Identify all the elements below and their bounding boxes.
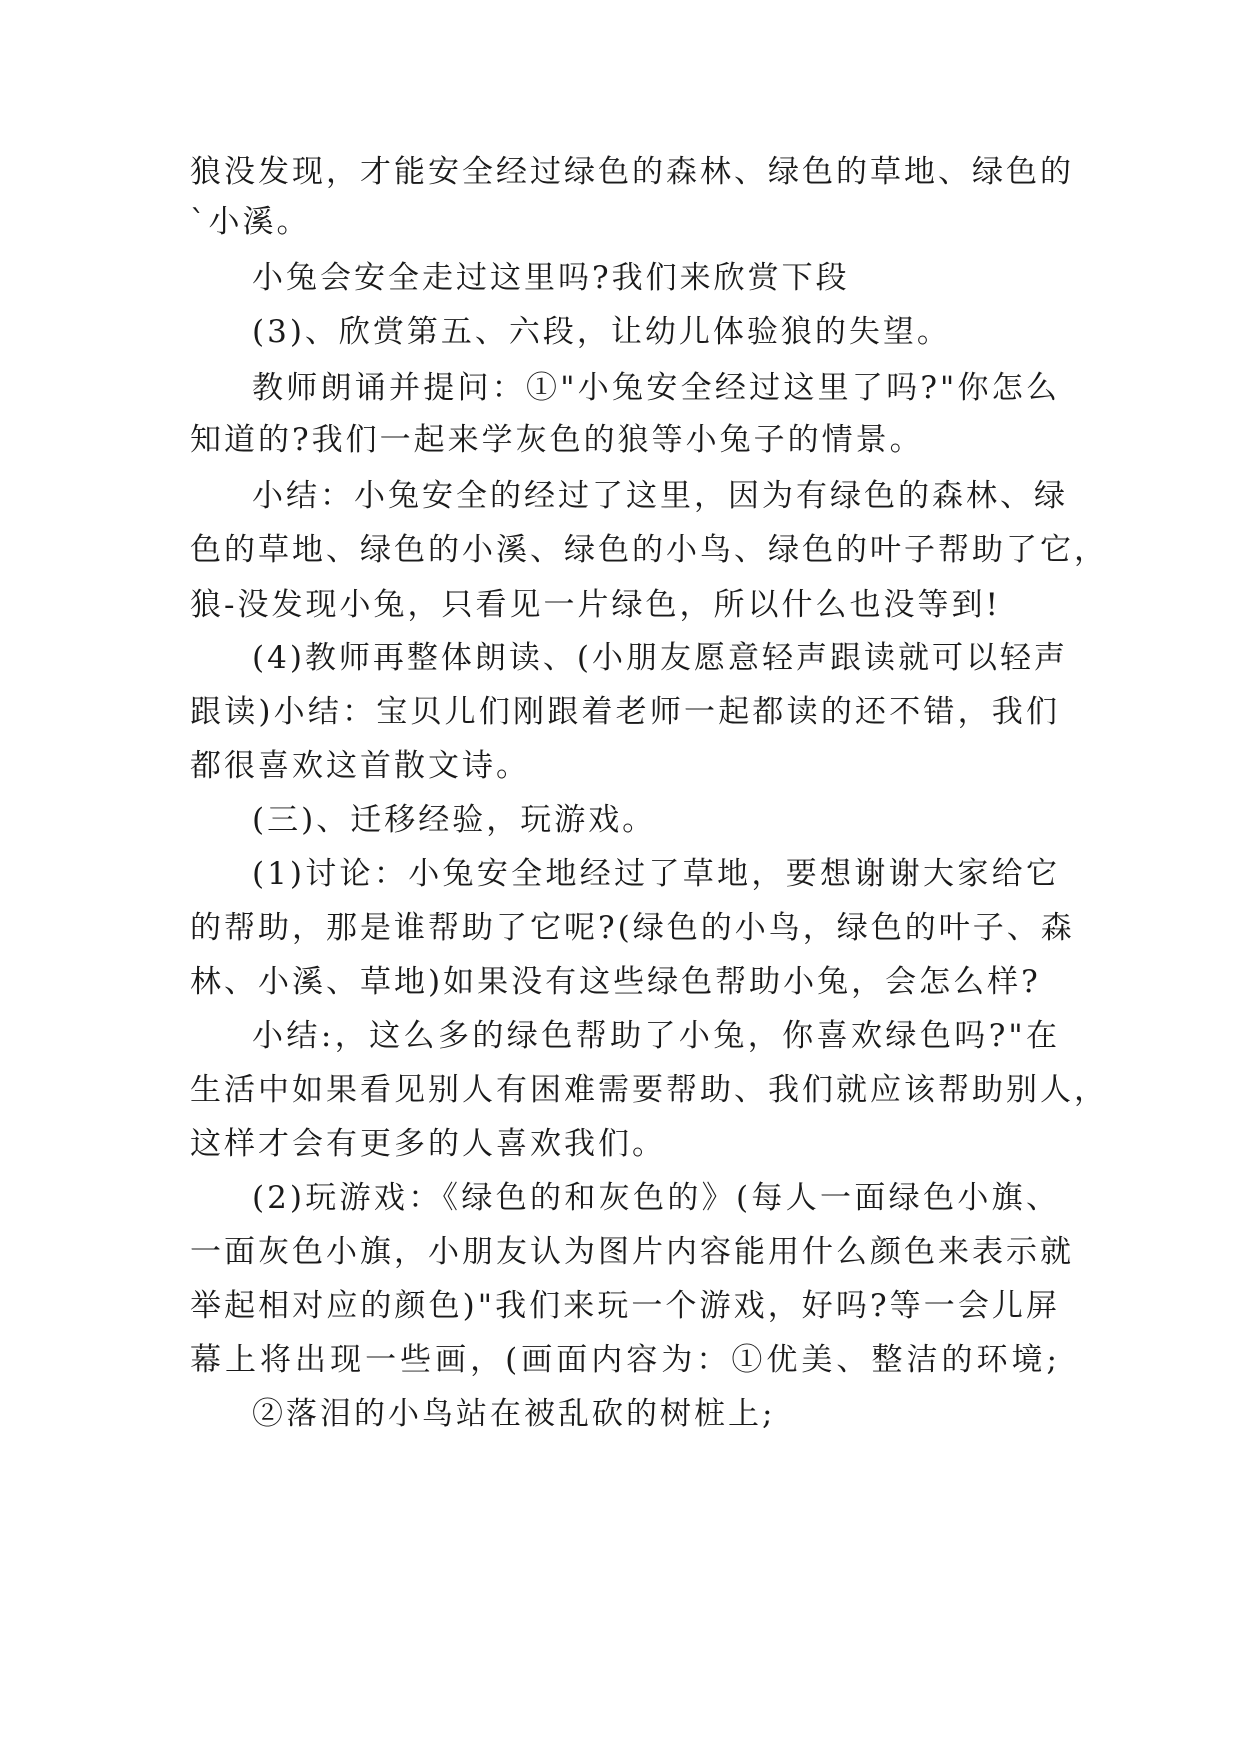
- text-line-22: 举起相对应的颜色)"我们来玩一个游戏，好吗?等一会儿屏: [190, 1288, 1060, 1324]
- text-line-10: (4)教师再整体朗读、(小朋友愿意轻声跟读就可以轻声: [252, 640, 1069, 676]
- text-line-18: 生活中如果看见别人有困难需要帮助、我们就应该帮助别人，: [190, 1072, 1108, 1108]
- text-line-7: 小结：小兔安全的经过了这里，因为有绿色的森林、绿: [252, 478, 1068, 514]
- text-line-3: 小兔会安全走过这里吗?我们来欣赏下段: [252, 260, 850, 296]
- text-line-23: 幕上将出现一些画，(画面内容为：①优美、整洁的环境;: [190, 1342, 1060, 1378]
- text-line-24: ②落泪的小鸟站在被乱砍的树桩上;: [252, 1396, 776, 1432]
- text-line-5: 教师朗诵并提问：①"小兔安全经过这里了吗?"你怎么: [252, 370, 1060, 406]
- text-line-2: `小溪。: [190, 204, 311, 240]
- text-line-17: 小结:，这么多的绿色帮助了小兔，你喜欢绿色吗?"在: [252, 1018, 1060, 1054]
- text-line-8: 色的草地、绿色的小溪、绿色的小鸟、绿色的叶子帮助了它，: [190, 532, 1108, 568]
- text-line-14: (1)讨论：小兔安全地经过了草地，要想谢谢大家给它: [252, 856, 1060, 892]
- text-line-20: (2)玩游戏：《绿色的和灰色的》(每人一面绿色小旗、: [252, 1180, 1060, 1216]
- text-line-21: 一面灰色小旗，小朋友认为图片内容能用什么颜色来表示就: [190, 1234, 1074, 1270]
- text-line-15: 的帮助，那是谁帮助了它呢?(绿色的小鸟，绿色的叶子、森: [190, 910, 1075, 946]
- text-line-19: 这样才会有更多的人喜欢我们。: [190, 1126, 666, 1162]
- text-line-4: (3)、欣赏第五、六段，让幼儿体验狼的失望。: [252, 314, 951, 350]
- text-line-12: 都很喜欢这首散文诗。: [190, 748, 530, 784]
- text-line-6: 知道的?我们一起来学灰色的狼等小兔子的情景。: [190, 422, 924, 458]
- text-line-11: 跟读)小结：宝贝儿们刚跟着老师一起都读的还不错，我们: [190, 694, 1060, 730]
- text-line-9: 狼-没发现小兔，只看见一片绿色，所以什么也没等到!: [190, 587, 1001, 623]
- text-line-13: (三)、迁移经验，玩游戏。: [252, 802, 657, 838]
- text-line-1: 狼没发现，才能安全经过绿色的森林、绿色的草地、绿色的: [190, 154, 1074, 190]
- text-line-16: 林、小溪、草地)如果没有这些绿色帮助小兔，会怎么样?: [190, 964, 1041, 1000]
